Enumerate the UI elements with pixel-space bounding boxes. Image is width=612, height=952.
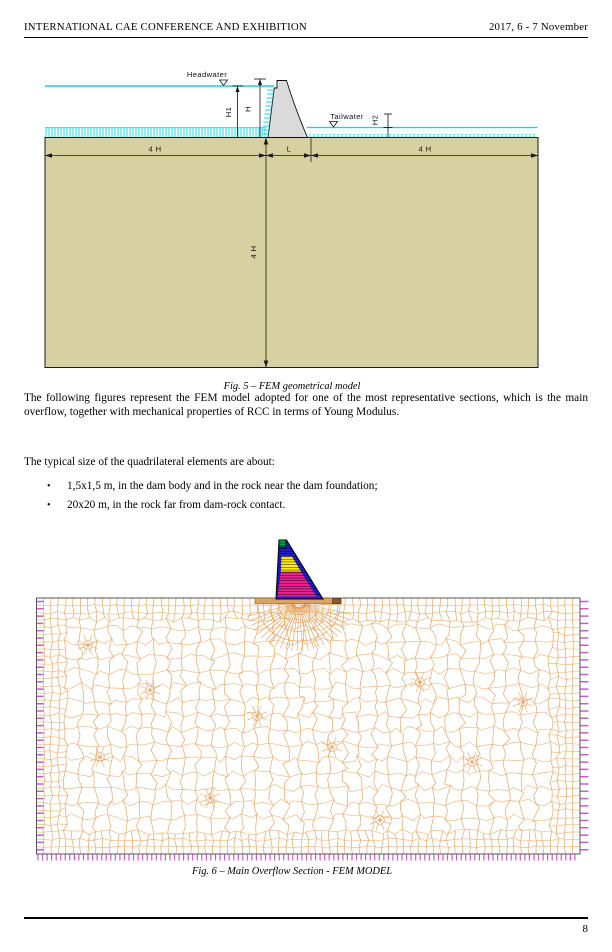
dam-crest-element (279, 540, 286, 547)
tailwater-label: Tailwater (330, 112, 364, 121)
header-rule (24, 37, 588, 39)
fig5-water-hatch-left (46, 128, 265, 137)
list-item (47, 477, 577, 496)
page-header (24, 21, 588, 33)
h-arrow (258, 79, 262, 85)
header-title: INTERNATIONAL CAE CONFERENCE AND EXHIBITION (24, 21, 307, 33)
paragraph-element-size: The typical size of the quadrilateral elements are about: (24, 456, 275, 468)
figure5-drawing (40, 62, 545, 380)
paragraph-fem-model: The following figures represent the FEM model adopted for one of the most representative sections, which is the main overflow, together with mechanical properties of RCC in terms of Young Modulus. (24, 392, 588, 419)
foundation-toe-block (333, 599, 342, 604)
span-left-label: 4 H (148, 144, 162, 154)
figure5-caption: Fig. 5 – FEM geometrical model (223, 381, 361, 392)
list-item-text: 20x20 m, in the rock far from dam-rock contact. (67, 499, 286, 511)
h2-label: H2 (370, 114, 380, 126)
h1-label: H1 (224, 106, 233, 118)
mesh-boundary (37, 598, 581, 854)
list-item-text: 1,5x1,5 m, in the dam body and in the rock near the dam foundation; (67, 480, 378, 492)
ground-block (45, 138, 538, 368)
bullet-icon: • (47, 481, 51, 492)
span-right-label: 4 H (418, 144, 432, 154)
dam-section (268, 81, 308, 138)
figure6-drawing (30, 534, 592, 864)
tailwater-level-icon (330, 122, 338, 128)
bullet-icon: • (47, 500, 51, 511)
list-item (47, 496, 577, 515)
h-label: H (243, 106, 253, 112)
footer-rule (24, 917, 588, 919)
header-date: 2017, 6 - 7 November (488, 21, 588, 33)
h1-arrow (236, 86, 240, 92)
base-length-label: L (286, 144, 292, 154)
figure6-caption: Fig. 6 – Main Overflow Section - FEM MODEL (192, 866, 392, 877)
headwater-level-icon (220, 80, 228, 86)
bullet-list (47, 477, 577, 515)
headwater-label: Headwater (186, 70, 228, 79)
page-number: 8 (582, 923, 588, 935)
depth-label: 4 H (249, 245, 258, 259)
mesh-lines (37, 598, 581, 854)
